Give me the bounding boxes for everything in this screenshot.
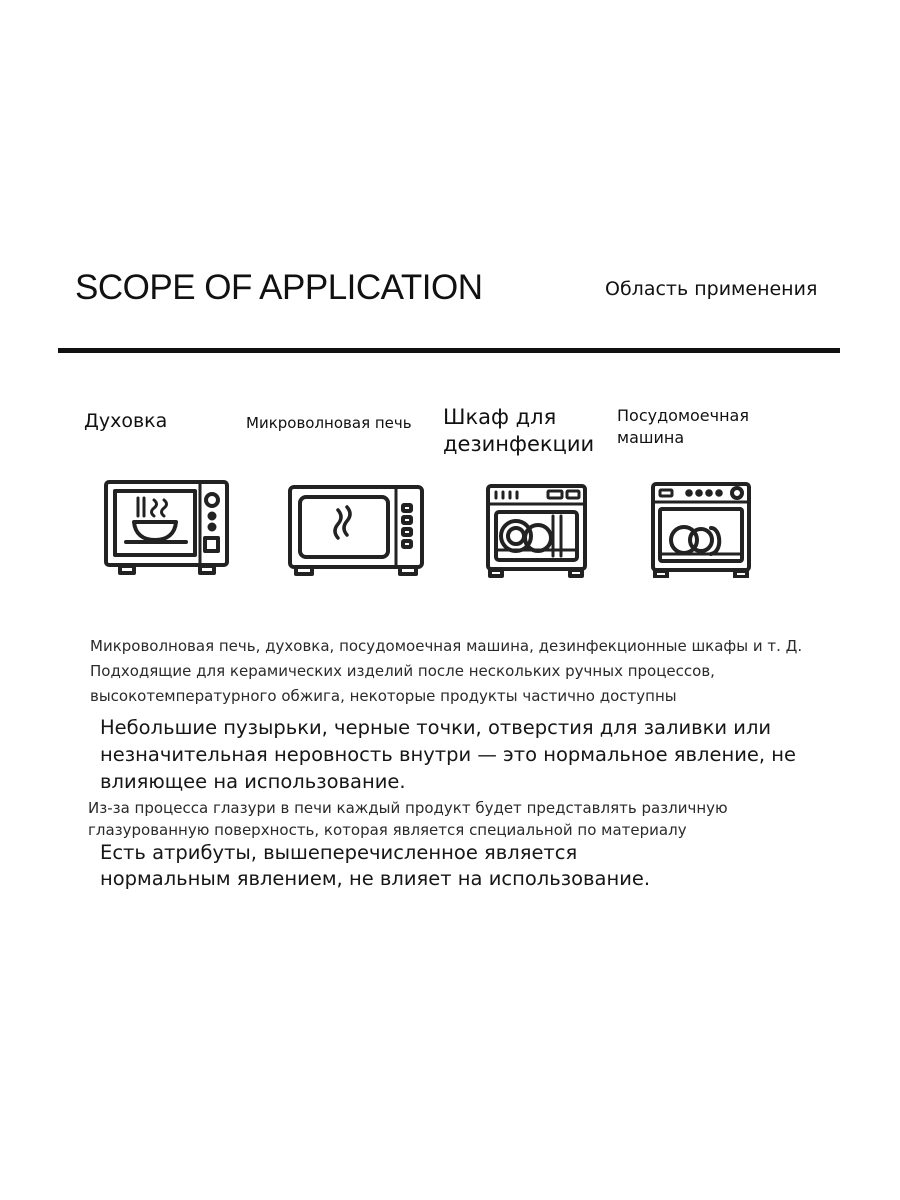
divider-line: [58, 348, 840, 353]
disinfection-cabinet-label-text: Шкаф для дезинфекции: [443, 405, 595, 457]
glaze-paragraph: Из-за процесса глазури в печи каждый продукт будет представлять различную глазурованную поверхность, которая является специальной по материалу: [88, 799, 728, 839]
description-paragraph: Микроволновая печь, духовка, посудомоечная машина, дезинфекционные шкафы и т. Д. Подходящие для керамических изделий после нескольких ручных процессов, высокотемпературного обжига, некоторые продукты частично доступны: [90, 637, 803, 705]
note-paragraph: Небольшие пузырьки, черные точки, отверстия для заливки или незначительная неровность внутри — это нормальное явление, не влияющее на использование.: [100, 716, 797, 793]
dishwasher-label: [617, 405, 772, 448]
microwave-label: Микроволновая печь: [246, 414, 412, 432]
attributes-paragraph: Есть атрибуты, вышеперечисленное является нормальным явлением, не влияет на использование.: [100, 841, 651, 890]
dishwasher-label-text: Посудомоечная машина: [617, 406, 749, 447]
microwave-icon: [288, 485, 426, 577]
oven-label: Духовка: [84, 410, 168, 432]
dishwasher-icon: [651, 482, 751, 578]
disinfection-cabinet-icon: [486, 484, 588, 578]
oven-icon: [104, 480, 230, 575]
disinfection-cabinet-label: [443, 404, 608, 459]
page-title-russian: Область применения: [605, 278, 818, 300]
page-title: SCOPE OF APPLICATION: [75, 268, 483, 307]
